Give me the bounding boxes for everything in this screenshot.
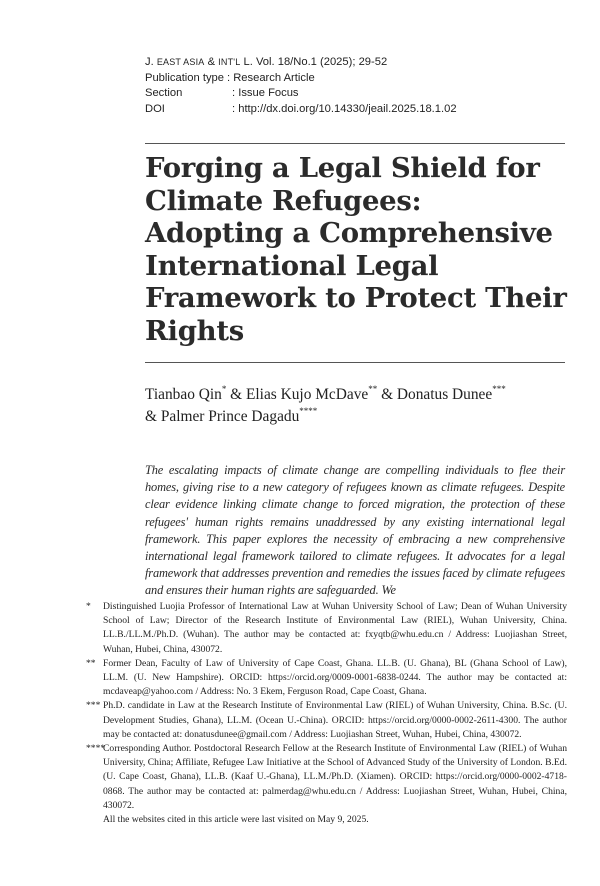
footnote <box>86 600 567 657</box>
author-footnote-mark[interactable]: **** <box>299 406 318 416</box>
author-name: & Elias Kujo McDave <box>226 386 369 403</box>
journal-citation <box>145 55 565 71</box>
journal-amp: & <box>204 56 219 68</box>
publication-type-label: Publication type <box>145 71 224 84</box>
journal-prefix: J. <box>145 56 157 68</box>
footnote-mark: **** <box>86 743 106 755</box>
footnote-text: Distinguished Luojia Professor of International Law at Wuhan University School of Law; Dean of Wuhan University School of Law; Director of the Research Institute of Environmental Law (RIEL), Wuhan University, China. LL.B./LL.M./Ph.D. (Wuhan). The author may be contacted at: fxyqtb@whu.edu.cn / Address: Luojiashan Street, Wuhan, Hubei, China, 430072. <box>103 601 567 655</box>
journal-volume: L. Vol. 18/No.1 (2025); 29-52 <box>240 56 388 68</box>
title-line: Adopting a Comprehensive <box>145 217 553 249</box>
section-label: Section <box>145 87 183 99</box>
title-line: Forging a Legal Shield for <box>145 152 540 184</box>
journal-east-asia: EAST ASIA <box>156 57 205 67</box>
websites-note: All the websites cited in this article were last visited on May 9, 2025. <box>103 814 369 826</box>
title-bottom-rule <box>145 362 565 363</box>
journal-intl: INT'L <box>218 57 241 67</box>
author-name: Tianbao Qin <box>145 386 222 403</box>
publication-type-value: : Research Article <box>227 71 315 84</box>
title-line: Framework to Protect Their <box>145 282 567 314</box>
footnote-text: Former Dean, Faculty of Law of University of Cape Coast, Ghana. LL.B. (U. Ghana), BL (Ghana School of Law), LL.M. (U. New Hampshire). ORCID: https://orcid.org/0009-0001-6838-0244. The author may be contacted at: mcdaveap@yahoo.com / Address: No. 3 Ekem, Ferguson Road, Cape Coast, Ghana. <box>103 657 567 698</box>
footnote-mark: *** <box>86 700 101 712</box>
title-top-rule <box>145 143 565 144</box>
footnote <box>86 699 567 742</box>
author-line-1 <box>145 384 575 406</box>
article-title <box>145 152 575 347</box>
title-line: Rights <box>145 314 244 347</box>
author-footnote-mark[interactable]: *** <box>492 384 506 394</box>
footnote-mark: * <box>86 601 91 612</box>
author-list <box>145 384 575 428</box>
author-line-2 <box>145 406 575 428</box>
doi-label: DOI <box>145 102 165 115</box>
section-value: : Issue Focus <box>232 87 299 99</box>
footnote-text: Ph.D. candidate in Law at the Research Institute of Environmental Law (RIEL) of Wuhan University, China. B.Sc. (U. Development Studies, Ghana), LL.M. (Ocean U.-China). ORCID: https://orcid.org/0000-0002-2611-4300. The author may be contacted at: donatusdunee@gmail.com / Address: Luojiashan Street, Wuhan, Hubei, China, 430072. <box>103 700 567 740</box>
author-footnote-mark[interactable]: * <box>221 384 227 394</box>
footnote-text: Corresponding Author. Postdoctoral Research Fellow at the Research Institute of Environmental Law (RIEL) of Wuhan University, China; Affiliate, Refugee Law Initiative at the School of Advanced Study of the University of London. B.Ed. (U. Cape Coast, Ghana), LL.B. (Kaaf U.-Ghana), LL.M./Ph.D. (Xiamen). ORCID: https://orcid.org/0000-0002-4718-0868. The author may be contacted at: palmerdag@whu.edu.cn / Address: Luojiashan Street, Wuhan, Hubei, China, 430072. <box>103 743 567 811</box>
author-footnote-mark[interactable]: ** <box>368 384 378 394</box>
doi-row <box>145 102 565 118</box>
publication-type-row <box>145 71 565 87</box>
section-row <box>145 86 565 102</box>
author-name: & Donatus Dunee <box>377 386 493 403</box>
abstract-text: The escalating impacts of climate change are compelling individuals to flee their homes, giving rise to a new category of refugees known as climate refugees. Despite clear evidence linking climate change to forced migration, the protection of these refugees' human rights remains unaddressed by any existing international legal framework. This paper explores the necessity of embracing a new comprehensive international legal framework tailored to climate refugees. It advocates for a legal framework that addresses prevention and remedies the issues faced by climate refugees and ensures their human rights are safeguarded. We <box>145 463 565 598</box>
doi-link[interactable]: : http://dx.doi.org/10.14330/jeail.2025.18.1.02 <box>232 102 457 115</box>
footnotes <box>86 600 567 827</box>
footnote <box>86 657 567 700</box>
article-metadata <box>145 55 565 117</box>
title-line: Climate Refugees: <box>145 184 422 217</box>
title-line: International Legal <box>145 249 439 282</box>
footnote <box>86 742 567 813</box>
author-name: & Palmer Prince Dagadu <box>145 408 300 425</box>
footnote-mark: ** <box>86 657 96 669</box>
